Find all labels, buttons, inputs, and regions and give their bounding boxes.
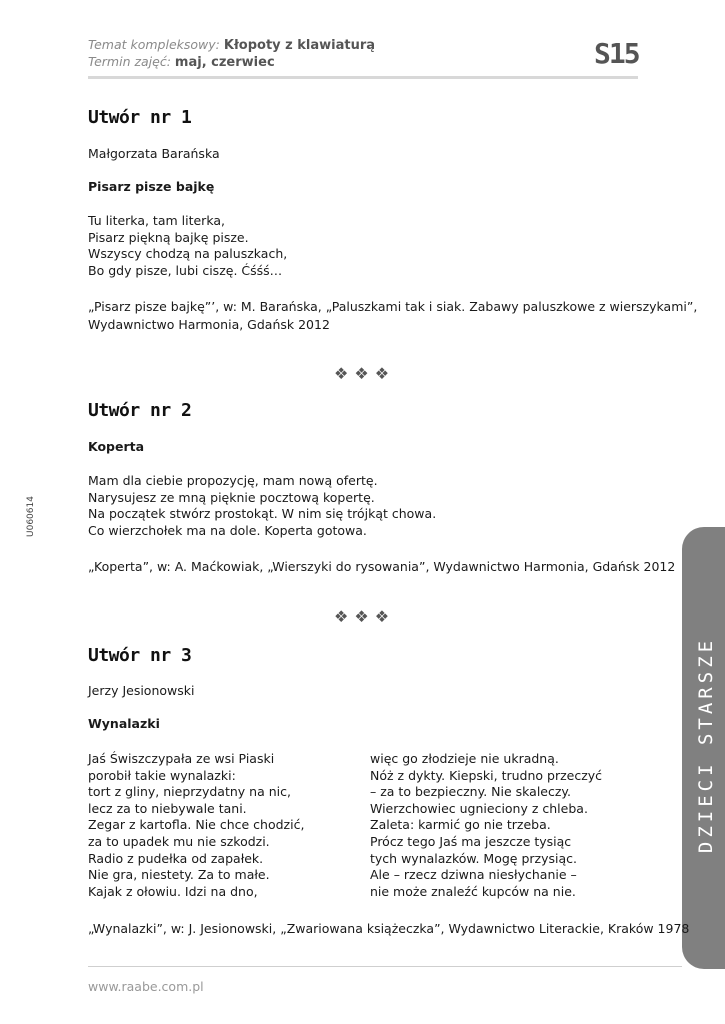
page-number: S15 xyxy=(594,37,639,70)
poem-line: Na początek stwórz prostokąt. W nim się trójkąt chowa. xyxy=(88,506,437,522)
header-rule xyxy=(88,76,638,79)
poem-line: Pisarz piękną bajkę pisze. xyxy=(88,229,249,245)
section-separator: ❖❖❖ xyxy=(334,364,396,383)
piece2-poem xyxy=(88,473,436,539)
piece2-title: Koperta xyxy=(88,439,145,454)
piece1-source-line1: „Pisarz pisze bajkę”’, w: M. Barańska, „Paluszkami tak i siak. Zabawy paluszkowe z wierszykami”, xyxy=(88,299,698,314)
header-term: Termin zajęć: maj, czerwiec xyxy=(88,54,275,70)
poem-line: nie może znaleźć kupców na nie. xyxy=(370,883,576,899)
section-separator: ❖❖❖ xyxy=(334,607,396,626)
poem-line: Ale – rzecz dziwna niesłychanie – xyxy=(370,867,577,883)
poem-line: lecz za to niebywale tani. xyxy=(88,800,247,816)
piece1-heading: Utwór nr 1 xyxy=(88,107,192,128)
piece3-title: Wynalazki xyxy=(88,716,160,731)
poem-line: Radio z pudełka od zapałek. xyxy=(88,850,264,866)
piece3-author: Jerzy Jesionowski xyxy=(88,683,195,698)
header-topic: Temat kompleksowy: Kłopoty z klawiaturą xyxy=(88,37,376,53)
piece2-source: „Koperta”, w: A. Maćkowiak, „Wierszyki do rysowania”, Wydawnictwo Harmonia, Gdańsk 2012 xyxy=(88,559,676,574)
poem-line: Wszyscy chodzą na paluszkach, xyxy=(88,246,288,262)
piece3-heading: Utwór nr 3 xyxy=(88,645,192,666)
poem-line: porobił takie wynalazki: xyxy=(88,767,236,783)
piece1-poem xyxy=(88,213,287,279)
piece3-source: „Wynalazki”, w: J. Jesionowski, „Zwariowana książeczka”, Wydawnictwo Literackie, Kraków 1978 xyxy=(88,921,690,936)
poem-line: Zaleta: karmić go nie trzeba. xyxy=(370,817,551,833)
poem-line: Narysujesz ze mną pięknie pocztową kopertę. xyxy=(88,489,375,505)
piece3-poem-left xyxy=(88,751,304,900)
piece1-author: Małgorzata Barańska xyxy=(88,146,220,161)
footer-rule xyxy=(88,966,682,967)
side-tab-label: DZIECI STARSZE xyxy=(695,636,717,854)
poem-line: tych wynalazków. Mogę przysiąc. xyxy=(370,850,577,866)
poem-line: Zegar z kartofla. Nie chce chodzić, xyxy=(88,817,305,833)
poem-line: Kajak z ołowiu. Idzi na dno, xyxy=(88,883,258,899)
poem-line: tort z gliny, nieprzydatny na nic, xyxy=(88,784,291,800)
poem-line: Prócz tego Jaś ma jeszcze tysiąc xyxy=(370,833,572,849)
poem-line: Nóż z dykty. Kiepski, trudno przeczyć xyxy=(370,767,603,783)
poem-line: za to upadek mu nie szkodzi. xyxy=(88,833,270,849)
poem-line: – za to bezpieczny. Nie skaleczy. xyxy=(370,784,572,800)
piece1-source-line2: Wydawnictwo Harmonia, Gdańsk 2012 xyxy=(88,317,330,332)
poem-line: Bo gdy pisze, lubi ciszę. Ćśśś… xyxy=(88,262,283,278)
piece2-heading: Utwór nr 2 xyxy=(88,400,192,421)
document-code: U060614 xyxy=(26,496,36,537)
piece3-poem-right xyxy=(370,751,602,900)
poem-line: Co wierzchołek ma na dole. Koperta gotowa. xyxy=(88,522,367,538)
poem-line: Mam dla ciebie propozycję, mam nową ofertę. xyxy=(88,473,378,488)
footer-url[interactable]: www.raabe.com.pl xyxy=(88,979,204,994)
piece1-title: Pisarz pisze bajkę xyxy=(88,179,215,194)
poem-line: Nie gra, niestety. Za to małe. xyxy=(88,867,270,883)
poem-line: Wierzchowiec ugnieciony z chleba. xyxy=(370,800,588,816)
poem-line: Jaś Świszczypała ze wsi Piaski xyxy=(88,751,275,766)
poem-line: więc go złodzieje nie ukradną. xyxy=(370,751,559,766)
poem-line: Tu literka, tam literka, xyxy=(88,213,225,228)
